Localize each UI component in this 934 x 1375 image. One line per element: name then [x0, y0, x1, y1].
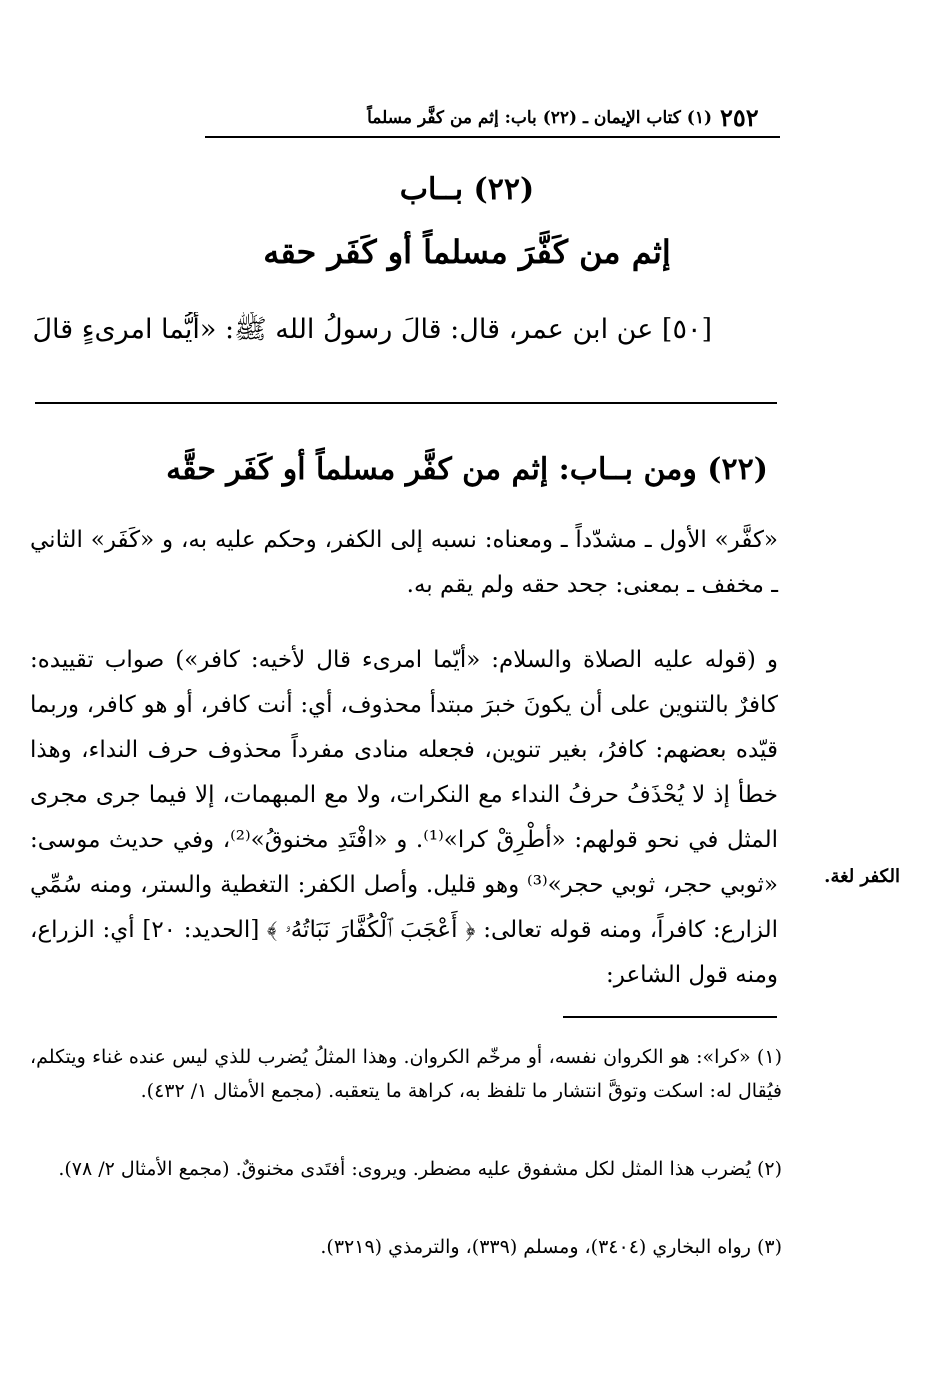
margin-note: الكفر لغة. — [824, 866, 900, 887]
chapter-number-label: (٢٢) بــاب — [399, 172, 535, 207]
footnote: (٣) رواه البخاري (٣٤٠٤)، ومسلم (٣٣٩)، والترمذي (٣٢١٩). — [320, 1236, 782, 1258]
footnote-rule — [563, 1016, 777, 1018]
section-divider — [35, 402, 777, 404]
page-number: ٢٥٢ — [720, 103, 759, 132]
commentary-paragraph: «كفَّر» الأول ـ مشدّداً ـ ومعناه: نسبه إلى الكفر، وحكم عليه به، و «كَفَر» الثاني ـ مخفف ـ بمعنى: جحد حقه ولم يقم به. — [30, 527, 778, 598]
commentary-paragraph: و (قوله عليه الصلاة والسلام: «أيّما امرىء قال لأخيه: كافر») صواب تقييده: كافرٌ بالتنوين على أن يكونَ خبرَ مبتدأ محذوف، أي: أنت كافر، أو هو كافر، وربما قيّده بعضهم: كافرُ، بغير تنوين، فجعله منادى مفرداً محذوف حرف النداء، وهذا خطأ إذ لا يُحْذَفُ حرفُ النداء مع النكرات، ولا مع المبهمات، إلا فيما جرى مجرى المثل في نحو قولهم: «أطْرِقْ كرا»⁽¹⁾. و «افْتَدِ مخنوقُ»⁽²⁾، وفي حديث موسى: «ثوبي حجر، ثوبي حجر»⁽³⁾ وهو قليل. وأصل الكفر: التغطية والستر، ومنه سُمِّي الزارع: كافراً، ومنه قوله تعالى: ﴿ أَعْجَبَ ٱلْكُفَّارَ نَبَاتُهُۥ ﴾ [الحديد: ٢٠] أي: الزراع، ومنه قول الشاعر: — [30, 647, 778, 988]
hadith-text: [٥٠] عن ابن عمر، قال: قالَ رسولُ الله ﷺ: «أيُّما امرىءٍ قالَ — [32, 314, 712, 345]
footnote: (١) «كرا»: هو الكروان نفسه، أو مرخّم الكروان. وهذا المثلُ يُضرب للذي ليس عنده غناء ويتكلم، فيُقال له: اسكت وتوقَّ انتشار ما تلفظ به، كراهة ما يتعقبه. (مجمع الأمثال ١/ ٤٣٢). — [30, 1046, 782, 1102]
commentary-heading: (٢٢) ومن بــاب: إثم من كفَّر مسلماً أو كَفَر حقَّه — [166, 452, 768, 487]
header-rule — [205, 136, 780, 138]
footnote: (٢) يُضرب هذا المثل لكل مشفوق عليه مضطر. ويروى: أفتَدى مخنوقٌ. (مجمع الأمثال ٢/ ٧٨). — [58, 1158, 782, 1180]
chapter-title: إثم من كَفَّرَ مسلماً أو كَفَر حقه — [263, 233, 671, 271]
running-header-title: (١) كتاب الإيمان ـ (٢٢) باب: إثم من كفَّر مسلماً — [367, 108, 712, 128]
